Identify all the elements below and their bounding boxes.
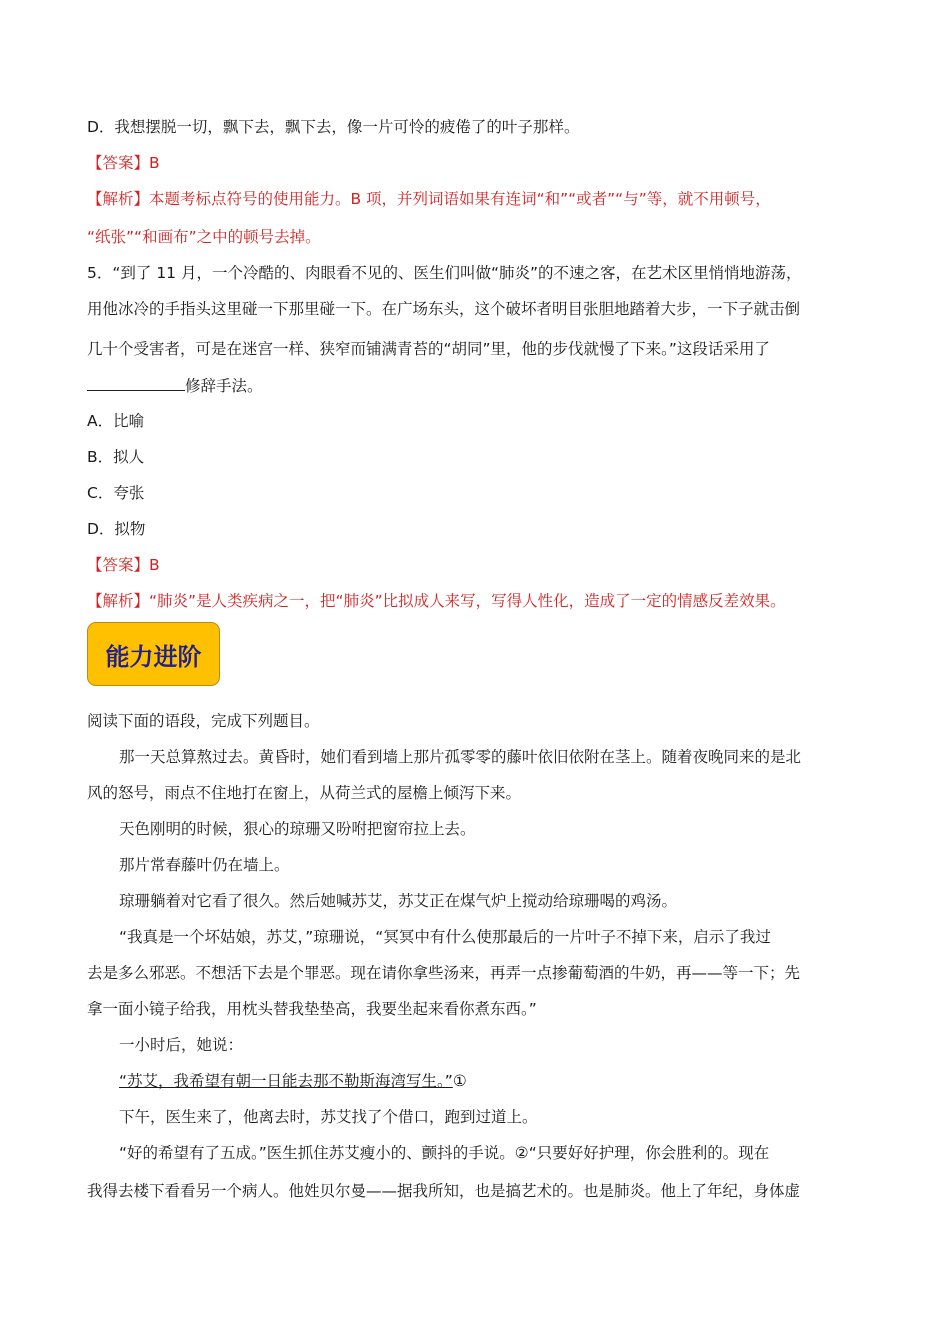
q5-option-c: C．夸张 (87, 484, 145, 502)
q5-option-d: D．拟物 (87, 520, 146, 538)
underlined-sentence: “苏艾，我希望有朝一日能去那不勒斯海湾写生。” (119, 1072, 453, 1090)
sentence-marker-1: ① (452, 1072, 467, 1090)
section-badge (87, 622, 220, 686)
reading-p7 (119, 1070, 467, 1092)
q5-analysis: 【解析】“肺炎”是人类疾病之一，把“肺炎”比拟成人来写，写得人性化，造成了一定的情感反差效果。 (87, 592, 786, 610)
reading-p9-line1: “好的希望有了五成。”医生抓住苏艾瘦小的、颤抖的手说。②“只要好好护理，你会胜利的。现在 (119, 1144, 770, 1162)
reading-instruction: 阅读下面的语段，完成下列题目。 (87, 712, 320, 730)
reading-p2: 天色刚明的时候，狠心的琼珊又吩咐把窗帘拉上去。 (119, 820, 476, 838)
q5-option-b: B．拟人 (87, 448, 145, 466)
q5-stem-suffix: 修辞手法。 (185, 377, 263, 395)
reading-p9-line2: 我得去楼下看看另一个病人。他姓贝尔曼——据我所知，也是搞艺术的。也是肺炎。他上了年纪，身体虚 (87, 1182, 801, 1200)
answer-blank[interactable] (87, 374, 185, 391)
reading-p1-line1: 那一天总算熬过去。黄昏时，她们看到墙上那片孤零零的藤叶依旧依附在茎上。随着夜晚同来的是北 (119, 748, 802, 766)
q4-option-d: D．我想摆脱一切，飘下去，飘下去，像一片可怜的疲倦了的叶子那样。 (87, 118, 580, 136)
reading-p4: 琼珊躺着对它看了很久。然后她喊苏艾，苏艾正在煤气炉上搅动给琼珊喝的鸡汤。 (119, 892, 678, 910)
q4-analysis-line2: “纸张”“和画布”之中的顿号去掉。 (87, 228, 321, 246)
q5-stem-line3: 几十个受害者，可是在迷宫一样、狭窄而铺满青苔的“胡同”里，他的步伐就慢了下来。”这段话采用了 (87, 340, 770, 358)
q5-answer: 【答案】B (87, 556, 160, 574)
reading-p3: 那片常春藤叶仍在墙上。 (119, 856, 290, 874)
reading-p8: 下午，医生来了，他离去时，苏艾找了个借口，跑到过道上。 (119, 1108, 538, 1126)
reading-p1-line2: 风的怒号，雨点不住地打在窗上，从荷兰式的屋檐上倾泻下来。 (87, 784, 522, 802)
reading-p5-line1: “我真是一个坏姑娘，苏艾，”琼珊说，“冥冥中有什么使那最后的一片叶子不掉下来，启示了我过 (119, 928, 771, 946)
q5-stem-line4 (87, 374, 263, 397)
q5-option-a: A．比喻 (87, 412, 145, 430)
section-badge-label: 能力进阶 (105, 642, 202, 671)
q5-stem-line1: 5．“到了 11 月，一个冷酷的、肉眼看不见的、医生们叫做“肺炎”的不速之客，在艺术区里悄悄地游荡， (87, 264, 802, 282)
reading-p5-line3: 拿一面小镜子给我，用枕头替我垫垫高，我要坐起来看你煮东西。” (87, 1000, 537, 1018)
q4-analysis-line1: 【解析】本题考标点符号的使用能力。B 项，并列词语如果有连词“和”“或者”“与”等，就不用顿号， (87, 190, 771, 208)
q5-stem-line2: 用他冰冷的手指头这里碰一下那里碰一下。在广场东头，这个破坏者明目张胆地踏着大步，一下子就击倒 (87, 300, 801, 318)
reading-p6: 一小时后，她说： (119, 1036, 244, 1054)
reading-p5-line2: 去是多么邪恶。不想活下去是个罪恶。现在请你拿些汤来，再弄一点掺葡萄酒的牛奶，再——等一下；先 (87, 964, 801, 982)
q4-answer: 【答案】B (87, 154, 160, 172)
